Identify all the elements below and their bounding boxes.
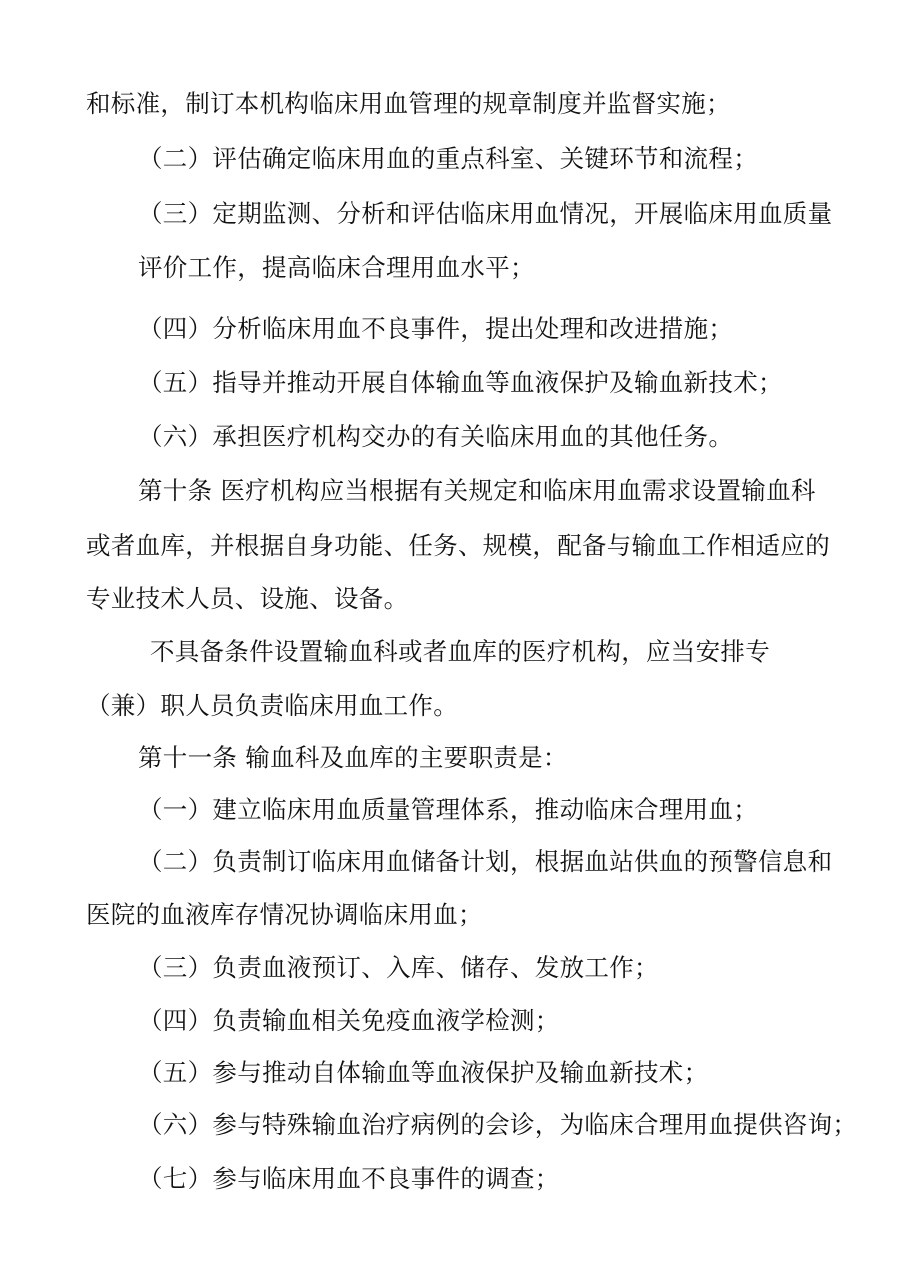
text-line: 不具备条件设置输血科或者血库的医疗机构，应当安排专 <box>150 637 770 666</box>
text-line: 第十一条 输血科及血库的主要职责是： <box>138 743 568 772</box>
text-line: （四）分析临床用血不良事件，提出处理和改进措施； <box>138 314 734 343</box>
text-line: 第十条 医疗机构应当根据有关规定和临床用血需求设置输血科 <box>138 476 816 505</box>
text-line: （五）参与推动自体输血等血液保护及输血新技术； <box>138 1058 709 1087</box>
text-line: （六）参与特殊输血治疗病例的会诊，为临床合理用血提供咨询； <box>138 1110 858 1139</box>
text-line: （六）承担医疗机构交办的有关临床用血的其他任务。 <box>138 422 734 451</box>
text-line: 评价工作，提高临床合理用血水平； <box>138 253 535 282</box>
text-line: 或者血库，并根据自身功能、任务、规模，配备与输血工作相适应的 <box>86 531 830 560</box>
text-line: （兼）职人员负责临床用血工作。 <box>86 691 458 720</box>
text-line: （四）负责输血相关免疫血液学检测； <box>138 1006 560 1035</box>
text-line: 医院的血液库存情况协调临床用血； <box>86 900 483 929</box>
text-line: （二）评估确定临床用血的重点科室、关键环节和流程； <box>138 144 758 173</box>
text-line: （三）负责血液预订、入库、储存、发放工作； <box>138 953 659 982</box>
text-line: （七）参与临床用血不良事件的调查； <box>138 1164 560 1193</box>
text-line: 和标准，制订本机构临床用血管理的规章制度并监督实施； <box>86 89 731 118</box>
text-line: （三）定期监测、分析和评估临床用血情况，开展临床用血质量 <box>138 199 833 228</box>
text-line: （二）负责制订临床用血储备计划，根据血站供血的预警信息和 <box>138 847 833 876</box>
text-line: （一）建立临床用血质量管理体系，推动临床合理用血； <box>138 795 758 824</box>
text-line: 专业技术人员、设施、设备。 <box>86 584 409 613</box>
text-line: （五）指导并推动开展自体输血等血液保护及输血新技术； <box>138 368 783 397</box>
